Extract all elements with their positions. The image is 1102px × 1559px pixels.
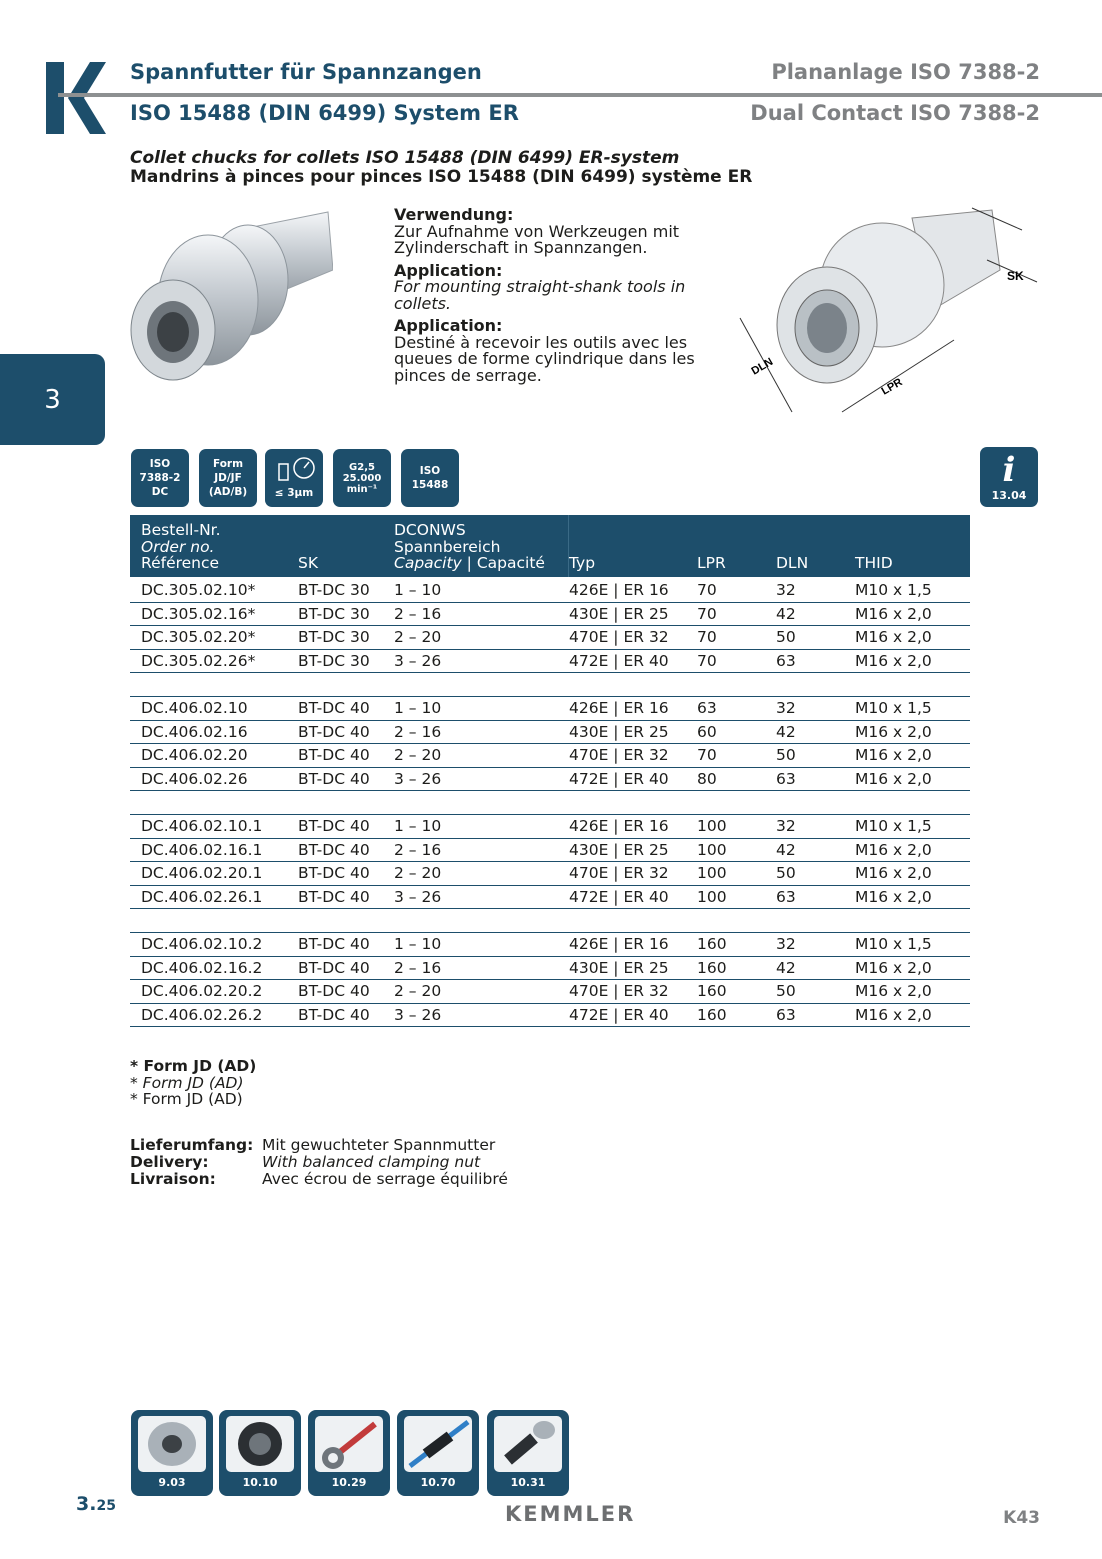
cell-cap: 3 – 26	[394, 887, 442, 906]
cell-cap: 1 – 10	[394, 817, 442, 835]
cell-thid: M10 x 1,5	[855, 817, 932, 835]
cell-sk: BT-DC 30	[298, 628, 370, 647]
accessory-wrench[interactable]: 10.29	[308, 1410, 390, 1496]
cell-dln: 32	[776, 817, 796, 835]
col-typ: Typ	[569, 554, 596, 572]
footnote-fr: * Form JD (AD)	[130, 1090, 243, 1108]
iso-15488-icon: ISO 15488	[401, 449, 459, 507]
cell-cap: 1 – 10	[394, 699, 442, 717]
cell-order: DC.305.02.10*	[141, 581, 256, 599]
cell-sk: BT-DC 40	[298, 722, 370, 741]
cell-order: DC.406.02.16.1	[141, 840, 263, 859]
cell-order: DC.406.02.26	[141, 769, 248, 788]
col-sk: SK	[298, 554, 319, 572]
runout-gauge-icon	[271, 456, 317, 486]
cell-lpr: 70	[697, 581, 717, 599]
table-header	[130, 515, 970, 577]
cell-cap: 3 – 26	[394, 769, 442, 788]
cell-typ: 430E | ER 25	[569, 604, 669, 623]
cell-cap: 3 – 26	[394, 1005, 442, 1024]
usage-text-fr: Destiné à recevoir les outils avec les queues de forme cylindrique dans les pinces de serrage.	[394, 332, 695, 385]
cell-typ: 470E | ER 32	[569, 628, 669, 647]
cell-typ: 430E | ER 25	[569, 722, 669, 741]
cell-sk: BT-DC 30	[298, 604, 370, 623]
form-jd-jf-icon: Form JD/JF (AD/B)	[199, 449, 257, 507]
cell-lpr: 100	[697, 840, 727, 859]
cell-dln: 63	[776, 651, 796, 670]
table-spacer-row	[130, 672, 970, 697]
col-dln: DLN	[776, 554, 809, 572]
cell-dln: 42	[776, 840, 796, 859]
collet-icon	[138, 1416, 206, 1472]
table-row	[130, 720, 970, 745]
table-row	[130, 649, 970, 674]
cell-sk: BT-DC 30	[298, 651, 370, 670]
page-title-de: Spannfutter für Spannzangen	[130, 60, 482, 84]
cell-thid: M16 x 2,0	[855, 982, 932, 1001]
cell-lpr: 100	[697, 864, 727, 883]
cell-thid: M10 x 1,5	[855, 581, 932, 599]
usage-text-en: For mounting straight-shank tools in collets.	[394, 277, 686, 313]
delivery-text-de: Mit gewuchteter Spannmutter	[262, 1136, 496, 1154]
cell-cap: 1 – 10	[394, 581, 442, 599]
cell-thid: M10 x 1,5	[855, 699, 932, 717]
cell-sk: BT-DC 40	[298, 769, 370, 788]
cell-thid: M16 x 2,0	[855, 887, 932, 906]
table-row	[130, 743, 970, 768]
cell-typ: 470E | ER 32	[569, 746, 669, 765]
cell-thid: M16 x 2,0	[855, 840, 932, 859]
cell-lpr: 160	[697, 982, 727, 1001]
cell-lpr: 60	[697, 722, 717, 741]
cell-cap: 2 – 20	[394, 864, 442, 883]
usage-text-de: Zur Aufnahme von Werkzeugen mit Zylinderschaft in Spannzangen.	[394, 221, 680, 257]
setting-screw-icon	[404, 1416, 472, 1472]
table-spacer-row	[130, 908, 970, 933]
col-order-fr: Référence	[141, 554, 220, 572]
cell-dln: 63	[776, 1005, 796, 1024]
iso-7388-2-dc-icon: ISO 7388-2 DC	[131, 449, 189, 507]
sk-dimension-label: SK	[1007, 269, 1024, 283]
cell-dln: 50	[776, 628, 796, 647]
cell-sk: BT-DC 40	[298, 958, 370, 977]
header-rule	[58, 93, 1102, 97]
cell-dln: 63	[776, 769, 796, 788]
delivery-text-en: With balanced clamping nut	[262, 1153, 481, 1171]
cell-order: DC.406.02.20	[141, 746, 248, 765]
cell-dln: 50	[776, 982, 796, 1001]
cell-cap: 2 – 20	[394, 628, 442, 647]
usage-label-fr: Application:	[394, 316, 503, 335]
technical-drawing	[732, 190, 1042, 430]
cell-cap: 2 – 16	[394, 840, 442, 859]
cell-order: DC.406.02.10.2	[141, 935, 263, 953]
cell-cap: 3 – 26	[394, 651, 442, 670]
pull-stud-icon	[494, 1416, 562, 1472]
info-button[interactable]	[980, 447, 1038, 507]
col-thid: THID	[855, 554, 893, 572]
cell-typ: 470E | ER 32	[569, 864, 669, 883]
cell-order: DC.406.02.26.2	[141, 1005, 263, 1024]
table-row	[130, 979, 970, 1004]
cell-sk: BT-DC 40	[298, 1005, 370, 1024]
table-row	[130, 932, 970, 957]
table-row	[130, 885, 970, 910]
col-capacity-de: Spannbereich	[394, 538, 501, 556]
cell-thid: M16 x 2,0	[855, 769, 932, 788]
cell-lpr: 70	[697, 746, 717, 765]
cell-cap: 2 – 20	[394, 982, 442, 1001]
cell-thid: M16 x 2,0	[855, 746, 932, 765]
cell-order: DC.406.02.16	[141, 722, 248, 741]
subtitle-en: Collet chucks for collets ISO 15488 (DIN 6499) ER-system	[130, 148, 680, 168]
cell-typ: 472E | ER 40	[569, 887, 669, 906]
cell-dln: 42	[776, 604, 796, 623]
info-reference: 13.04	[991, 489, 1027, 502]
cell-typ: 430E | ER 25	[569, 958, 669, 977]
clamping-nut-icon	[226, 1416, 294, 1472]
cell-lpr: 160	[697, 958, 727, 977]
cell-typ: 426E | ER 16	[569, 581, 669, 599]
table-row	[130, 578, 970, 603]
page-number: 3.25	[76, 1493, 116, 1515]
brand-wordmark: KEMMLER	[505, 1502, 636, 1526]
cell-lpr: 160	[697, 1005, 727, 1024]
cell-dln: 32	[776, 699, 796, 717]
cell-typ: 426E | ER 16	[569, 935, 669, 953]
cell-dln: 42	[776, 722, 796, 741]
cell-cap: 2 – 16	[394, 958, 442, 977]
accessory-pull-stud[interactable]: 10.31	[487, 1410, 569, 1496]
cell-lpr: 80	[697, 769, 717, 788]
delivery-label-fr: Livraison:	[130, 1170, 216, 1188]
cell-typ: 472E | ER 40	[569, 651, 669, 670]
cell-thid: M16 x 2,0	[855, 651, 932, 670]
col-capacity-code: DCONWS	[394, 521, 466, 539]
delivery-label-de: Lieferumfang:	[130, 1136, 254, 1154]
wrench-icon	[315, 1416, 383, 1472]
footnote-de: * Form JD (AD)	[130, 1057, 257, 1075]
cell-thid: M16 x 2,0	[855, 628, 932, 647]
table-row	[130, 696, 970, 721]
cell-thid: M16 x 2,0	[855, 1005, 932, 1024]
usage-label-en: Application:	[394, 260, 503, 280]
cell-lpr: 70	[697, 651, 717, 670]
cell-thid: M16 x 2,0	[855, 864, 932, 883]
cell-typ: 426E | ER 16	[569, 699, 669, 717]
catalog-code: K43	[1003, 1508, 1040, 1528]
application-description	[394, 207, 714, 384]
cell-lpr: 70	[697, 628, 717, 647]
lpr-dimension-label: LPR	[879, 376, 905, 398]
cell-sk: BT-DC 40	[298, 982, 370, 1001]
table-row	[130, 1003, 970, 1028]
page-title-right: Plananlage ISO 7388-2	[771, 60, 1040, 84]
cell-order: DC.406.02.20.2	[141, 982, 263, 1001]
balance-icon: G2,5 25.000 min⁻¹	[333, 449, 391, 507]
cell-typ: 430E | ER 25	[569, 840, 669, 859]
cell-order: DC.406.02.26.1	[141, 887, 263, 906]
table-row	[130, 861, 970, 886]
table-row	[130, 767, 970, 792]
col-lpr: LPR	[697, 554, 726, 572]
cell-cap: 2 – 20	[394, 746, 442, 765]
runout-icon: ≤ 3µm	[265, 449, 323, 507]
cell-lpr: 160	[697, 935, 727, 953]
table-row	[130, 956, 970, 981]
footnote-en: * Form JD (AD)	[130, 1074, 244, 1092]
dln-dimension-label: DLN	[749, 355, 776, 378]
cell-lpr: 63	[697, 699, 717, 717]
cell-order: DC.406.02.10.1	[141, 817, 263, 835]
cell-dln: 50	[776, 746, 796, 765]
table-spacer-row	[130, 790, 970, 815]
cell-thid: M10 x 1,5	[855, 935, 932, 953]
cell-dln: 50	[776, 864, 796, 883]
cell-dln: 63	[776, 887, 796, 906]
cell-sk: BT-DC 30	[298, 581, 370, 599]
col-order-de: Bestell-Nr.	[141, 521, 221, 539]
delivery-text-fr: Avec écrou de serrage équilibré	[262, 1170, 508, 1188]
cell-order: DC.406.02.20.1	[141, 864, 263, 883]
cell-order: DC.305.02.26*	[141, 651, 256, 670]
cell-lpr: 70	[697, 604, 717, 623]
usage-label-de: Verwendung:	[394, 205, 514, 224]
cell-dln: 42	[776, 958, 796, 977]
cell-typ: 470E | ER 32	[569, 982, 669, 1001]
product-photo	[128, 210, 333, 385]
cell-order: DC.305.02.20*	[141, 628, 256, 647]
cell-cap: 1 – 10	[394, 935, 442, 953]
page-subtitle-system: ISO 15488 (DIN 6499) System ER	[130, 101, 519, 125]
cell-thid: M16 x 2,0	[855, 958, 932, 977]
cell-dln: 32	[776, 581, 796, 599]
cell-typ: 426E | ER 16	[569, 817, 669, 835]
cell-lpr: 100	[697, 817, 727, 835]
cell-thid: M16 x 2,0	[855, 722, 932, 741]
col-capacity-en-fr: Capacity | Capacité	[394, 554, 545, 572]
cell-cap: 2 – 16	[394, 604, 442, 623]
cell-order: DC.406.02.16.2	[141, 958, 263, 977]
delivery-label-en: Delivery:	[130, 1153, 209, 1171]
cell-sk: BT-DC 40	[298, 935, 370, 953]
cell-sk: BT-DC 40	[298, 746, 370, 765]
cell-typ: 472E | ER 40	[569, 769, 669, 788]
kemmler-logo	[46, 62, 106, 134]
table-row	[130, 814, 970, 839]
cell-sk: BT-DC 40	[298, 887, 370, 906]
info-icon: i	[1002, 450, 1016, 490]
cell-dln: 32	[776, 935, 796, 953]
cell-order: DC.406.02.10	[141, 699, 248, 717]
cell-sk: BT-DC 40	[298, 840, 370, 859]
accessory-collet[interactable]: 9.03	[131, 1410, 213, 1496]
chapter-tab[interactable]: 3	[0, 354, 105, 445]
subtitle-fr: Mandrins à pinces pour pinces ISO 15488 (DIN 6499) système ER	[130, 167, 753, 187]
table-row	[130, 838, 970, 863]
page-subtitle-right: Dual Contact ISO 7388-2	[750, 101, 1040, 125]
accessory-clamping-nut[interactable]: 10.10	[219, 1410, 301, 1496]
cell-sk: BT-DC 40	[298, 817, 370, 835]
cell-lpr: 100	[697, 887, 727, 906]
cell-order: DC.305.02.16*	[141, 604, 256, 623]
col-order-en: Order no.	[141, 538, 215, 556]
cell-cap: 2 – 16	[394, 722, 442, 741]
cell-typ: 472E | ER 40	[569, 1005, 669, 1024]
cell-thid: M16 x 2,0	[855, 604, 932, 623]
table-row	[130, 625, 970, 650]
accessory-setting-screw[interactable]: 10.70	[397, 1410, 479, 1496]
cell-sk: BT-DC 40	[298, 864, 370, 883]
cell-sk: BT-DC 40	[298, 699, 370, 717]
table-row	[130, 602, 970, 627]
